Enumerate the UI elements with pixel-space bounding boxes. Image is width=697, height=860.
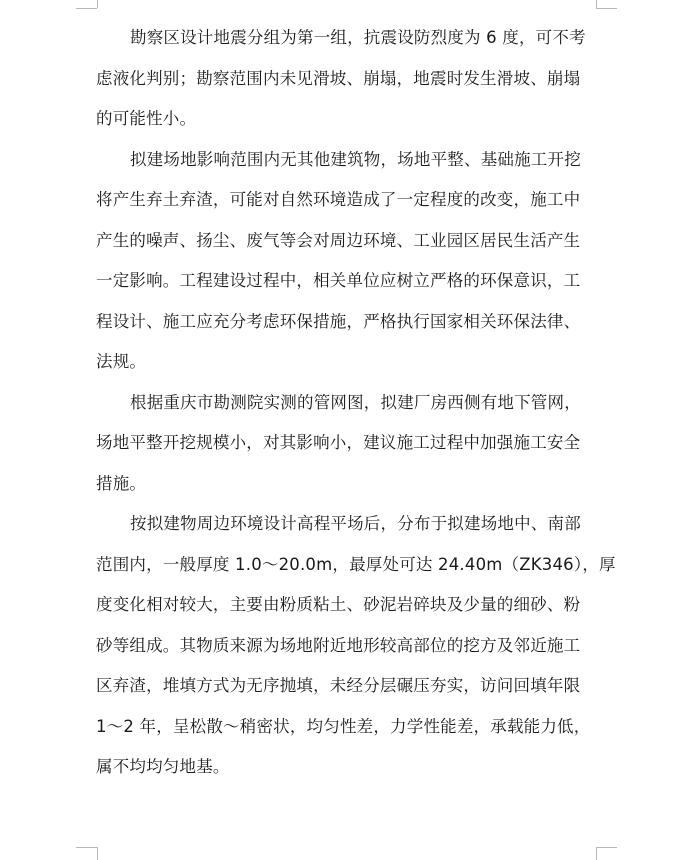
text-line: 法规。 bbox=[96, 352, 147, 371]
text-line: 1～2 年，呈松散～稍密状，均匀性差，力学性能差，承载能力低， bbox=[96, 716, 591, 736]
crop-mark-top-left bbox=[97, 0, 98, 8]
text-line: 场地平整开挖规模小，对其影响小，建议施工过程中加强施工安全 bbox=[96, 433, 581, 452]
text-line: 将产生弃土弃渣，可能对自然环境造成了一定程度的改变，施工中 bbox=[96, 190, 581, 209]
crop-mark-bottom-left-h bbox=[76, 847, 97, 848]
text-line: 属不均均匀地基。 bbox=[96, 757, 230, 776]
paragraph-pipeline bbox=[96, 383, 584, 505]
text-line: 砂等组成。其物质来源为场地附近地形较高部位的挖方及邻近施工 bbox=[96, 635, 581, 655]
crop-mark-top-right-h bbox=[596, 8, 617, 9]
text-line: 勘察区设计地震分组为第一组，抗震设防烈度为 6 度，可不考 bbox=[130, 28, 586, 47]
crop-mark-bottom-left bbox=[97, 847, 98, 860]
paragraph-seismic bbox=[96, 18, 584, 140]
crop-mark-bottom-right bbox=[596, 847, 597, 860]
paragraph-fill-soil bbox=[96, 504, 616, 788]
text-line: 程设计、施工应充分考虑环保措施，严格执行国家相关环保法律、 bbox=[96, 311, 581, 331]
text-line: 拟建场地影响范围内无其他建筑物，场地平整、基础施工开挖 bbox=[130, 149, 581, 169]
text-line: 范围内，一般厚度 1.0～20.0m，最厚处可达 24.40m（ZK346），厚 bbox=[96, 554, 616, 574]
crop-mark-top-left-h bbox=[76, 8, 97, 9]
paragraph-environment bbox=[96, 140, 584, 383]
text-line: 虑液化判别；勘察范围内未见滑坡、崩塌，地震时发生滑坡、崩塌 bbox=[96, 68, 581, 88]
text-line: 度变化相对较大，主要由粉质粘土、砂泥岩碎块及少量的细砂、粉 bbox=[96, 595, 581, 614]
crop-mark-top-right bbox=[596, 0, 597, 8]
crop-mark-bottom-right-h bbox=[596, 847, 617, 848]
text-line: 产生的噪声、扬尘、废气等会对周边环境、工业园区居民生活产生 bbox=[96, 230, 581, 250]
text-line: 区弃渣，堆填方式为无序抛填，未经分层碾压夯实，访问回填年限 bbox=[96, 676, 581, 695]
text-line: 根据重庆市勘测院实测的管网图，拟建厂房西侧有地下管网， bbox=[130, 392, 581, 412]
text-line: 一定影响。工程建设过程中，相关单位应树立严格的环保意识，工 bbox=[96, 271, 581, 290]
document-body bbox=[96, 18, 616, 788]
text-line: 按拟建物周边环境设计高程平场后，分布于拟建场地中、南部 bbox=[130, 514, 581, 533]
text-line: 措施。 bbox=[96, 473, 147, 493]
text-line: 的可能性小。 bbox=[96, 109, 197, 128]
